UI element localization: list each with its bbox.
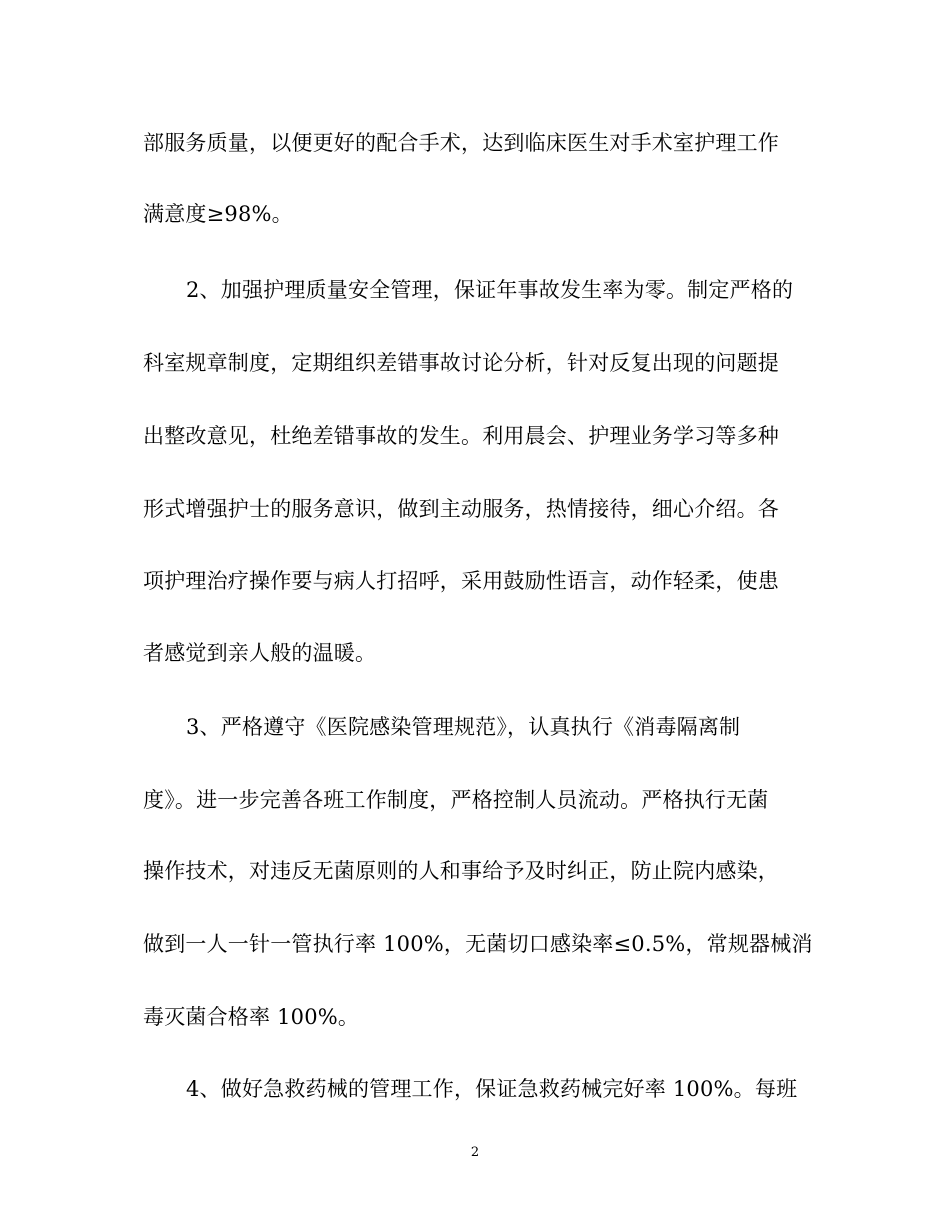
text-line-6: 形式增强护士的服务意识，做到主动服务，热情接待，细心介绍。各 — [143, 497, 779, 521]
text-line-12: 做到一人一针一管执行率 100%，无菌切口感染率≤0.5%，常规器械消 — [143, 932, 813, 956]
text-line-7: 项护理治疗操作要与病人打招呼，采用鼓励性语言，动作轻柔，使患 — [143, 569, 779, 593]
text-line-8: 者感觉到亲人般的温暖。 — [143, 641, 377, 665]
text-line-11: 操作技术，对违反无菌原则的人和事给予及时纠正，防止院内感染， — [143, 859, 779, 883]
text-line-2: 满意度≥98%。 — [143, 202, 293, 226]
text-line-13: 毒灭菌合格率 100%。 — [143, 1005, 360, 1029]
text-line-5: 出整改意见，杜绝差错事故的发生。利用晨会、护理业务学习等多种 — [143, 424, 779, 448]
text-line-14: 4、做好急救药械的管理工作，保证急救药械完好率 100%。每班 — [186, 1077, 798, 1101]
text-line-4: 科室规章制度，定期组织差错事故讨论分析，针对反复出现的问题提 — [143, 351, 779, 375]
page-number: 2 — [470, 1145, 480, 1160]
text-line-3: 2、加强护理质量安全管理，保证年事故发生率为零。制定严格的 — [186, 278, 794, 302]
text-line-9: 3、严格遵守《医院感染管理规范》，认真执行《消毒隔离制 — [186, 715, 741, 739]
text-line-1: 部服务质量，以便更好的配合手术，达到临床医生对手术室护理工作 — [143, 131, 779, 155]
text-line-10: 度》。进一步完善各班工作制度，严格控制人员流动。严格执行无菌 — [143, 788, 769, 812]
